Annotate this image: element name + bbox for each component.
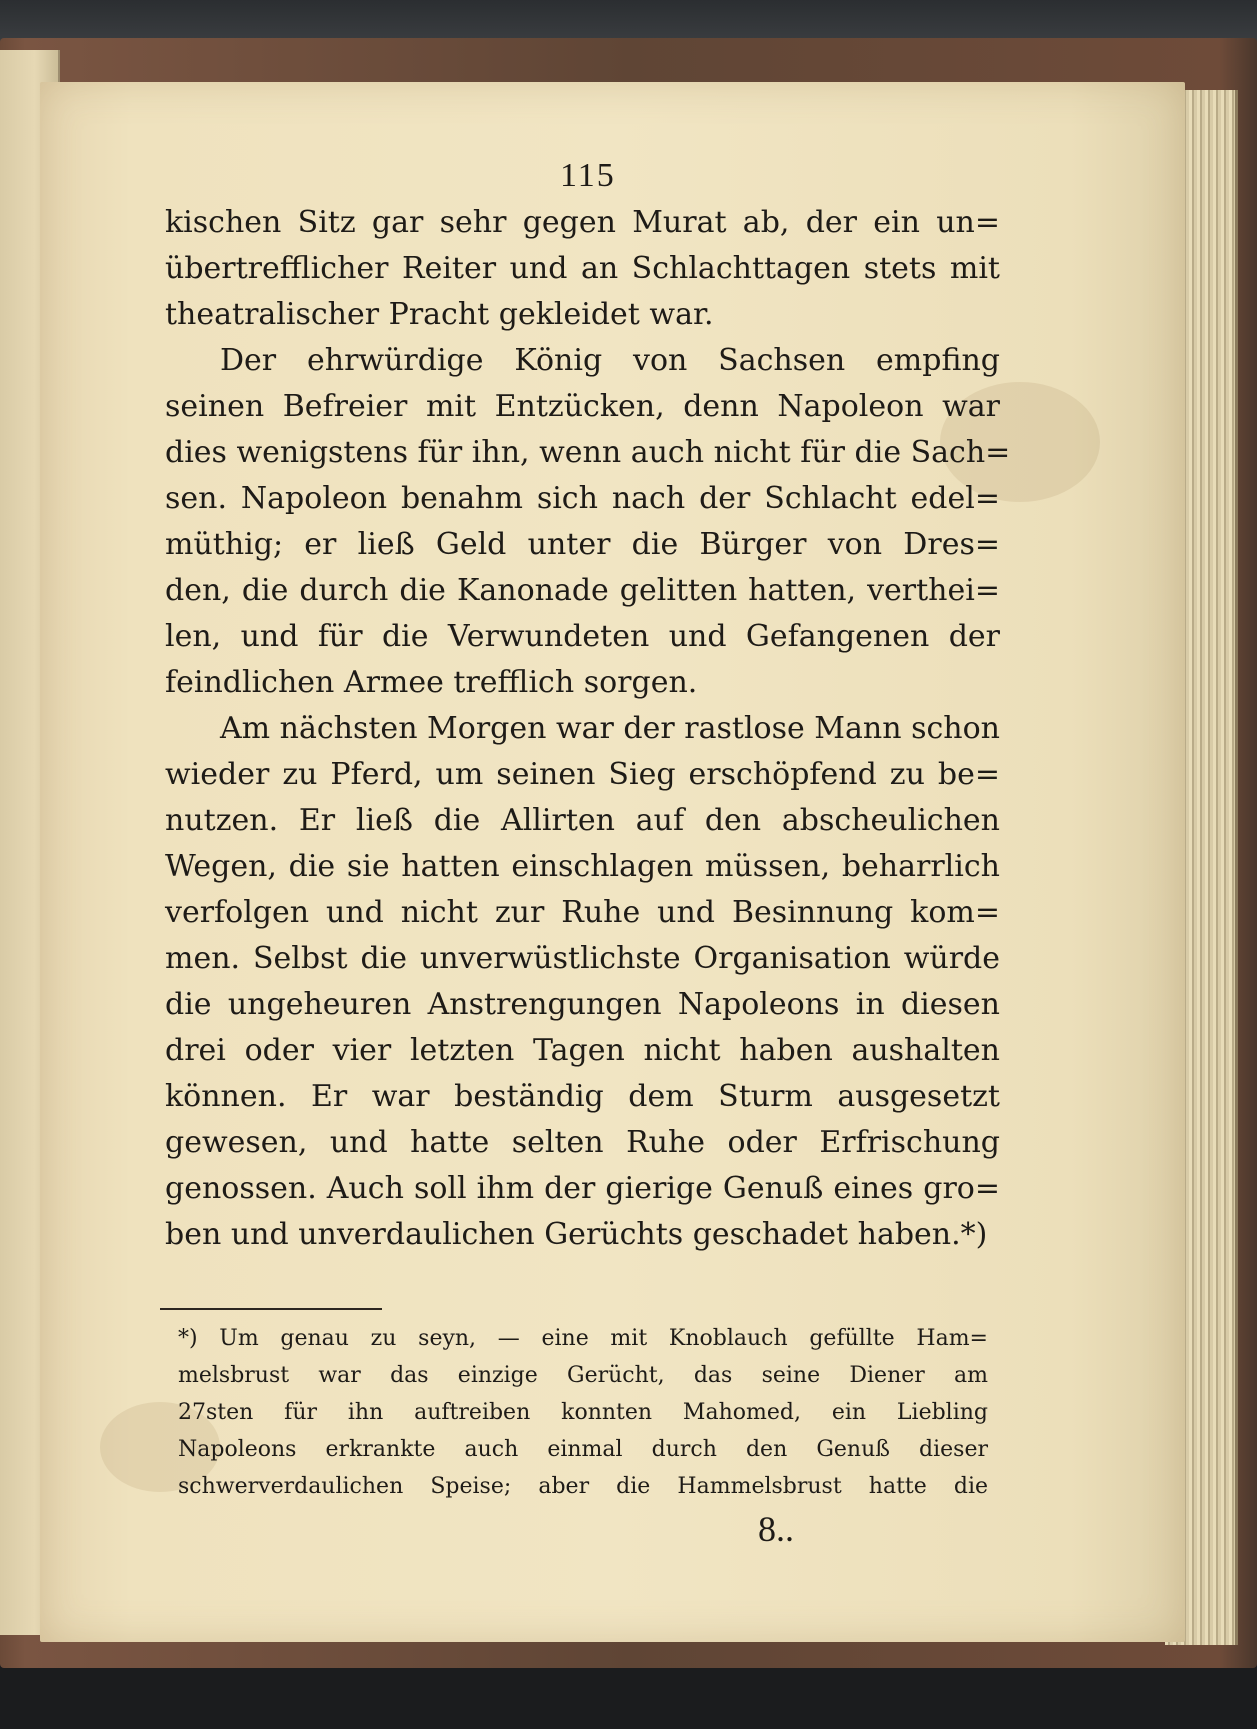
text-line: kischen Sitz gar sehr gegen Murat ab, der ein un= xyxy=(165,205,1000,240)
text-line: die ungeheuren Anstrengungen Napoleons in diesen xyxy=(165,987,1000,1022)
text-line: dies wenigstens für ihn, wenn auch nicht für die Sach= xyxy=(165,435,1011,470)
page-number: 115 xyxy=(560,157,616,194)
footnote-line: schwerverdaulichen Speise; aber die Hammelsbrust hatte die xyxy=(178,1474,988,1499)
footnote-line: 27sten für ihn auftreiben konnten Mahomed, ein Liebling xyxy=(178,1400,988,1425)
text-line: nutzen. Er ließ die Allirten auf den abscheulichen xyxy=(165,803,1000,838)
body-paragraphs xyxy=(165,200,1011,1258)
text-line: wieder zu Pferd, um seinen Sieg erschöpfend zu be= xyxy=(165,757,1000,792)
footnote-line: Napoleons erkrankte auch einmal durch den Genuß dieser xyxy=(178,1437,988,1462)
text-line: ben und unverdaulichen Gerüchts geschadet haben.*) xyxy=(165,1217,988,1252)
text-line: können. Er war beständig dem Sturm ausgesetzt xyxy=(165,1079,1000,1114)
signature-mark: 8.. xyxy=(758,1509,794,1549)
text-line: len, und für die Verwundeten und Gefangenen der xyxy=(165,619,1000,654)
footnote-separator xyxy=(160,1308,382,1310)
text-line: genossen. Auch soll ihm der gierige Genuß eines gro= xyxy=(165,1171,1000,1206)
text-line: Am nächsten Morgen war der rastlose Mann schon xyxy=(220,711,1000,746)
text-line: müthig; er ließ Geld unter die Bürger von Dres= xyxy=(165,527,1000,562)
text-line: Wegen, die sie hatten einschlagen müssen, beharrlich xyxy=(165,849,1000,884)
footnote-line: *) Um genau zu seyn, — eine mit Knoblauch gefüllte Ham= xyxy=(178,1326,988,1351)
text-line: feindlichen Armee trefflich sorgen. xyxy=(165,665,698,700)
text-line: verfolgen und nicht zur Ruhe und Besinnung kom= xyxy=(165,895,1000,930)
text-line: übertrefflicher Reiter und an Schlachttagen stets mit xyxy=(165,251,1000,286)
text-line: gewesen, und hatte selten Ruhe oder Erfrischung xyxy=(165,1125,1000,1160)
text-line: sen. Napoleon benahm sich nach der Schlacht edel= xyxy=(165,481,1000,516)
text-line: Der ehrwürdige König von Sachsen empfing xyxy=(220,343,1000,378)
text-line: den, die durch die Kanonade gelitten hatten, verthei= xyxy=(165,573,1000,608)
text-line: seinen Befreier mit Entzücken, denn Napoleon war xyxy=(165,389,1000,424)
text-line: drei oder vier letzten Tagen nicht haben aushalten xyxy=(165,1033,1000,1068)
text-line: theatralischer Pracht gekleidet war. xyxy=(165,297,714,332)
text-line: men. Selbst die unverwüstlichste Organisation würde xyxy=(165,941,1000,976)
footnote-line: melsbrust war das einzige Gerücht, das seine Diener am xyxy=(178,1363,988,1388)
footnote xyxy=(178,1320,988,1505)
